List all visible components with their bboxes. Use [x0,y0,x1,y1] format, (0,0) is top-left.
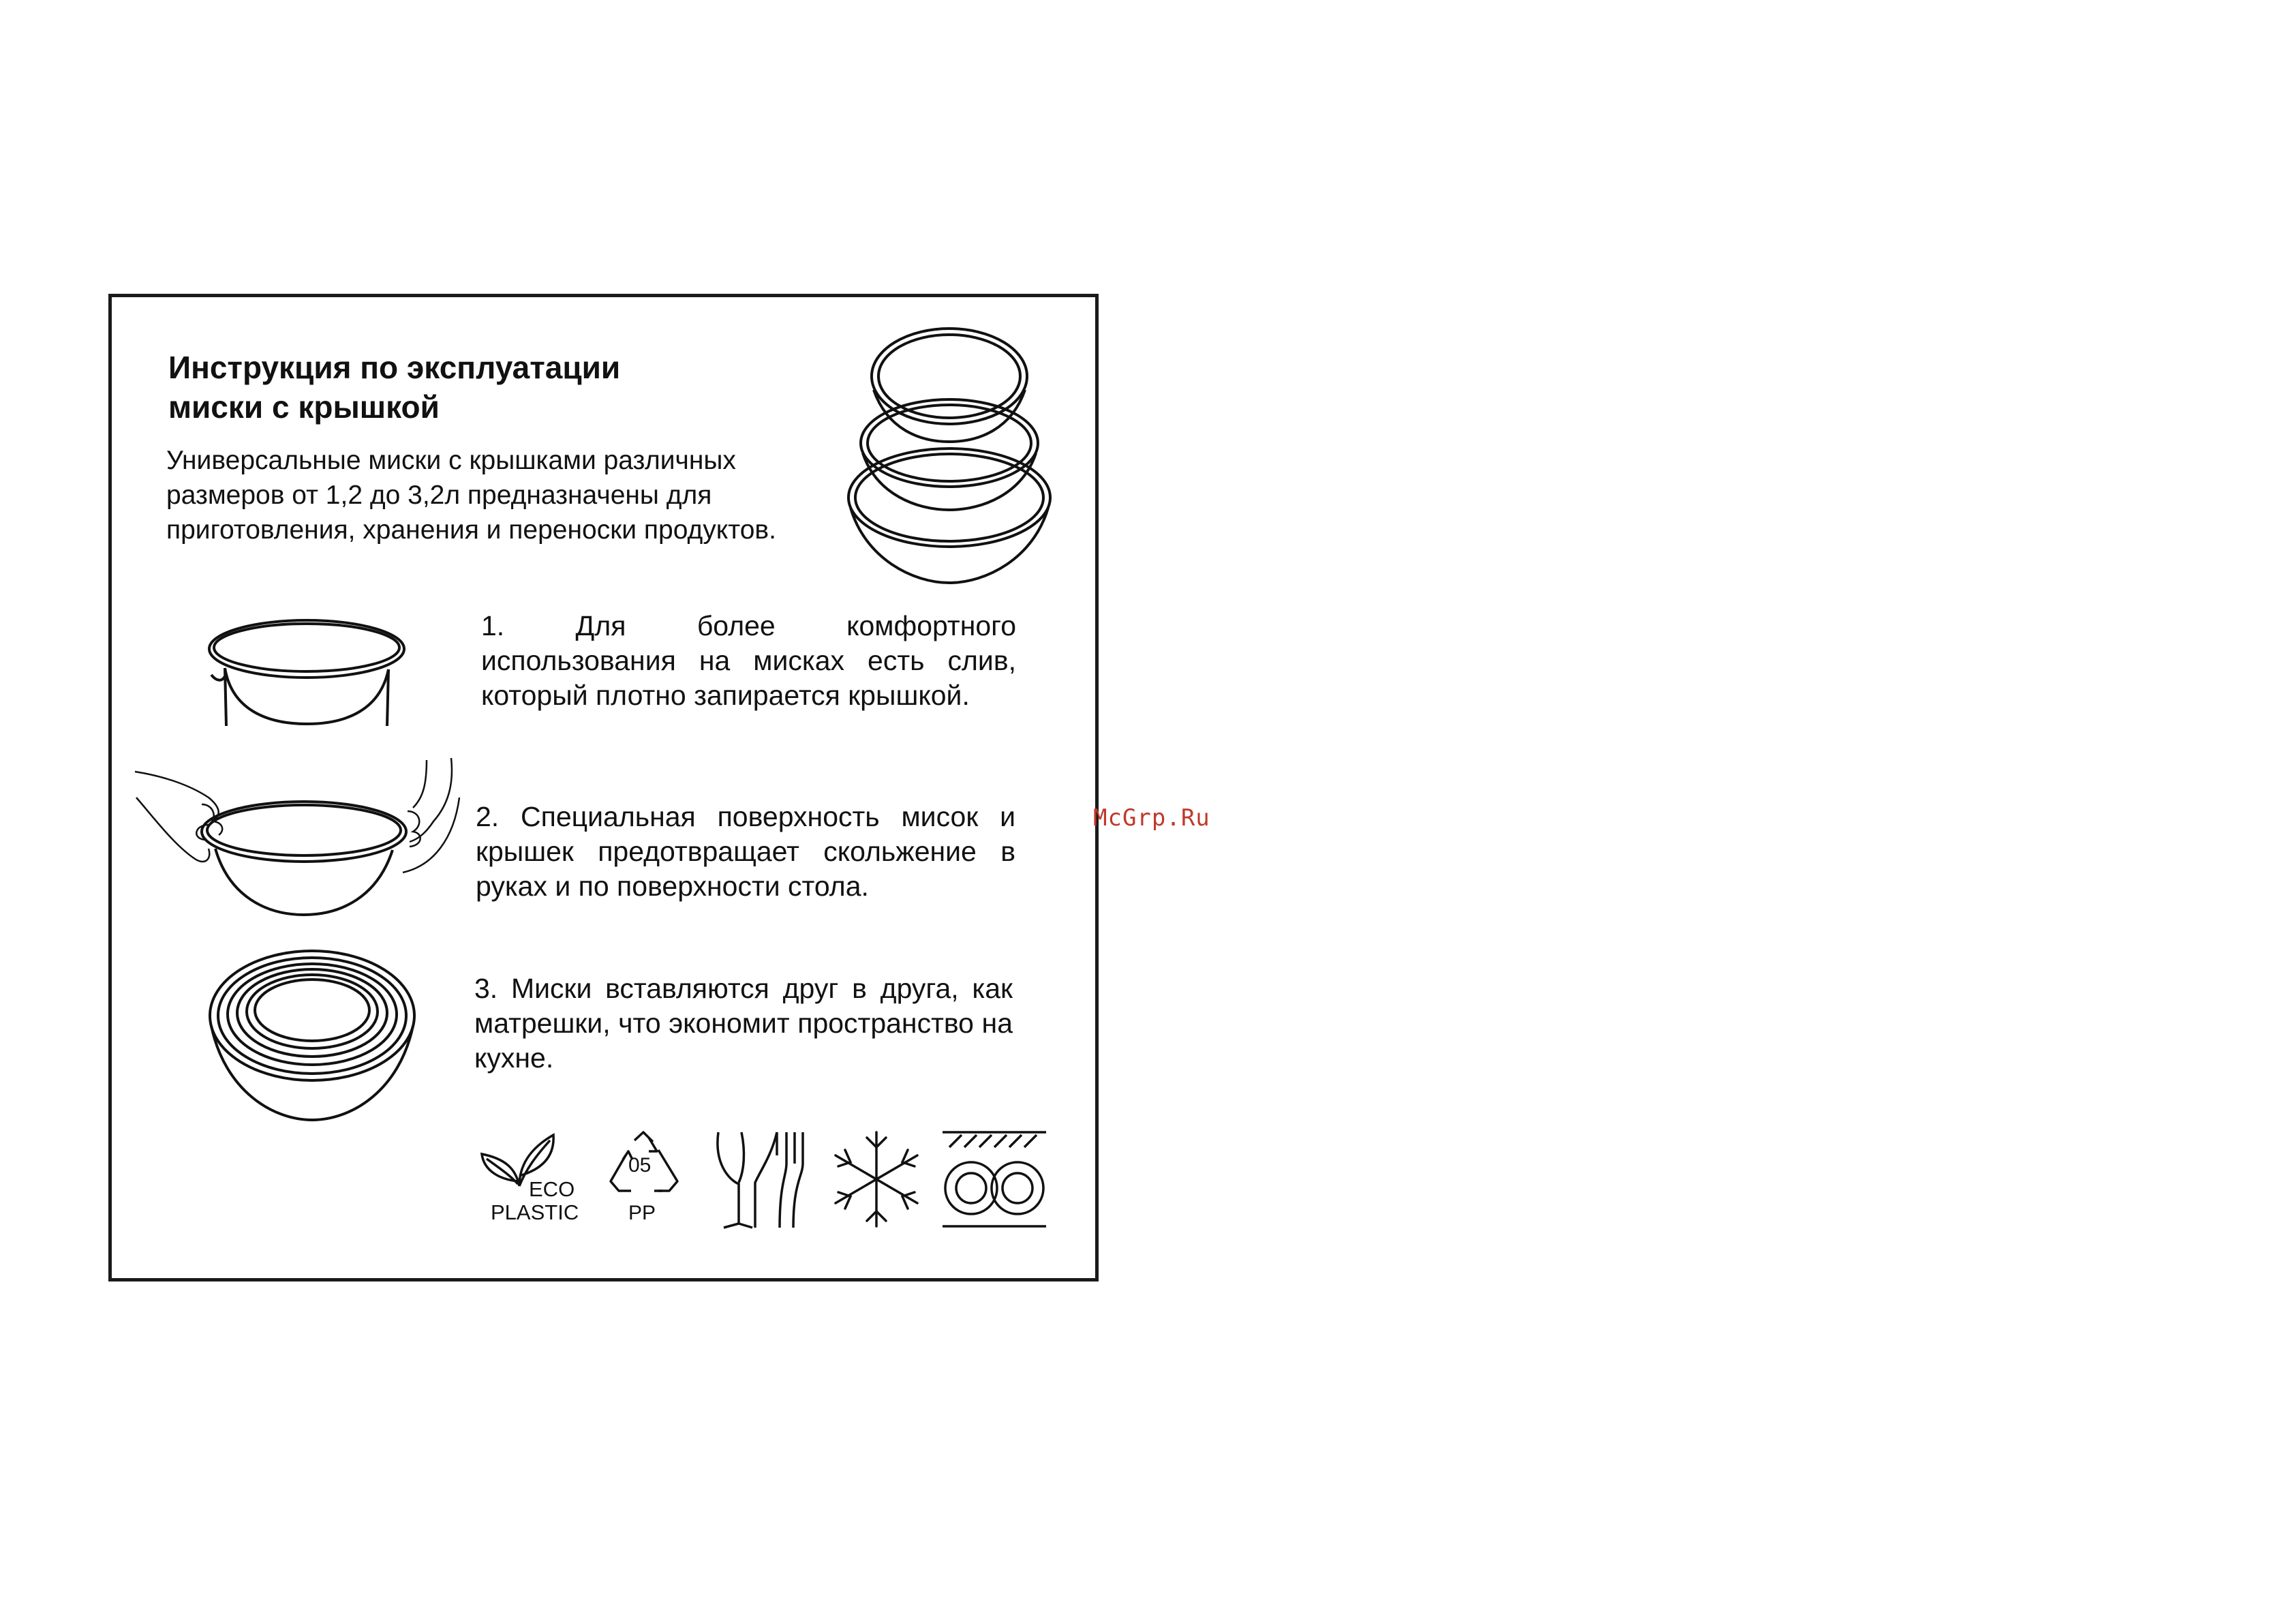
eco-label: ECO [529,1177,575,1201]
food-safe-symbol [714,1128,810,1237]
recycle-code: 05 [628,1154,652,1177]
watermark: McGrp.Ru [1093,804,1210,832]
dishwasher-icon [940,1128,1049,1230]
step-1-text: 1. Для более комфортного использования на мисках есть слив, который плотно запирается крышкой. [481,610,1016,711]
stacked-bowls-illustration [838,314,1063,586]
glass-fork-icon [714,1128,810,1230]
document-title [168,348,782,427]
bowl-with-lid-illustration [204,613,409,736]
dishwasher-symbol [940,1128,1049,1237]
symbol-row [474,1128,1054,1237]
plastic-label: PLASTIC [491,1200,579,1224]
title-line-1: Инструкция по эксплуатации [168,350,621,385]
nested-bowls-illustration [204,944,423,1128]
step-3-text: 3. Миски вставляются друг в друга, как матрешки, что экономит пространство на кухне. [474,973,1013,1074]
eco-plastic-symbol [474,1128,590,1237]
snowflake-icon [829,1128,924,1230]
step-2-text: 2. Специальная поверхность мисок и крышек предотвращает скольжение в руках и по поверхности стола. [476,801,1015,902]
recycle-pp-symbol [604,1128,686,1237]
hands-holding-bowl-illustration [134,757,461,920]
freezer-symbol [829,1128,924,1237]
title-line-2: миски с крышкой [168,389,440,425]
recycle-material: PP [628,1202,656,1224]
intro-paragraph: Универсальные миски с крышками различных размеров от 1,2 до 3,2л предназначены для приготовления, хранения и переноски продуктов. [166,446,776,545]
